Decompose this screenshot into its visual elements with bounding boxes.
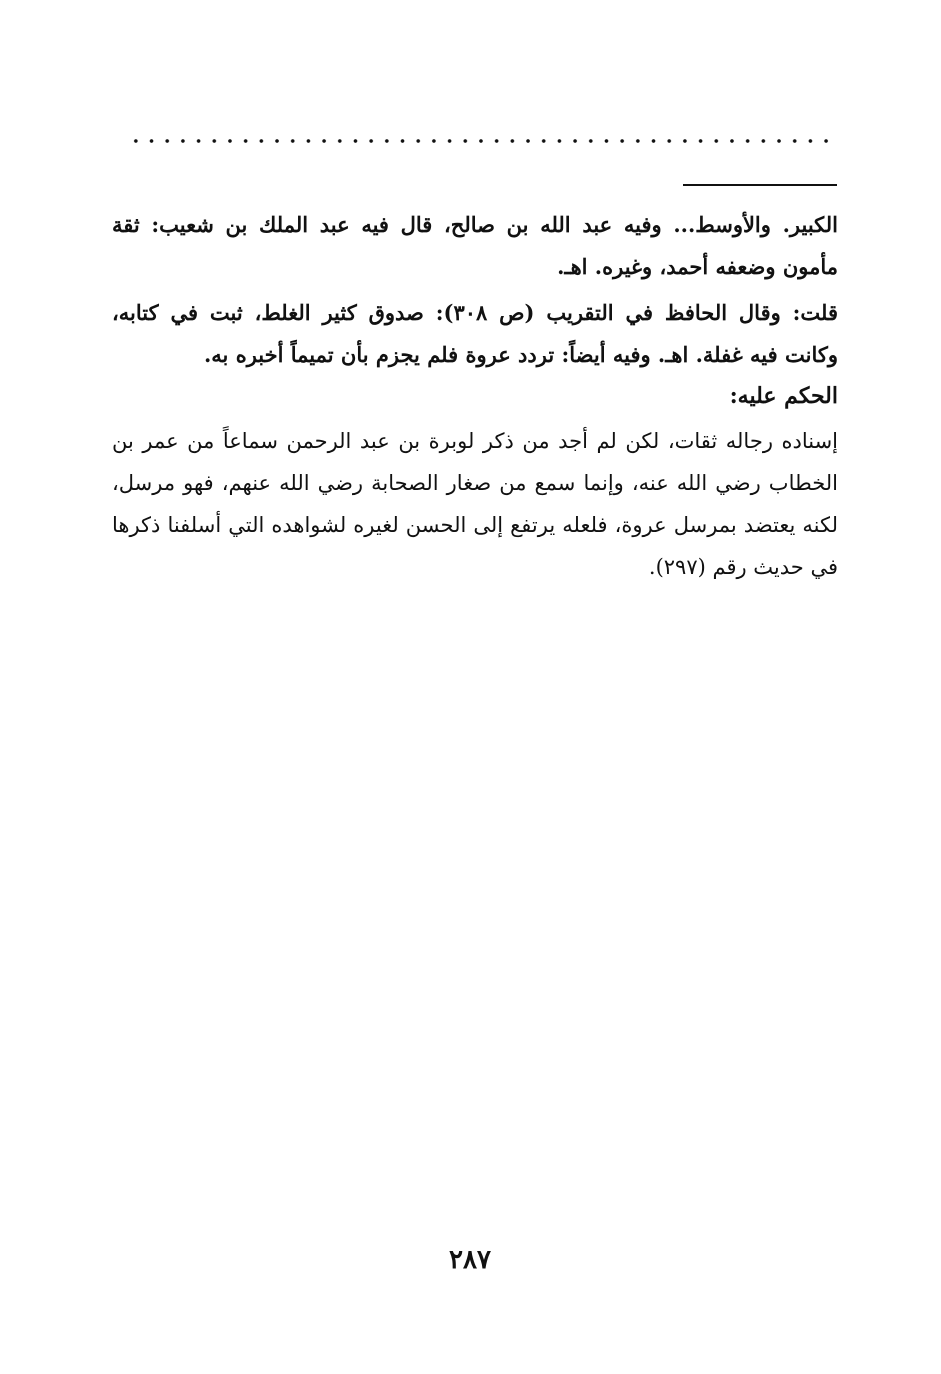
page-text	[112, 204, 838, 588]
ruling-paragraph: إسناده رجاله ثقات، لكن لم أجد من ذكر لوبرة بن عبد الرحمن سماعاً من عمر بن الخطاب رضي الله عنه، وإنما سمع من صغار الصحابة رضي الله عنهم، فهو مرسل، لكنه يعتضد بمرسل عروة، فلعله يرتفع إلى الحسن لغيره لشواهده التي أسلفنا ذكرها في حديث رقم (٢٩٧).	[112, 429, 838, 579]
footnote-paragraph-1: الكبير. والأوسط... وفيه عبد الله بن صالح، قال فيه عبد الملك بن شعيب: ثقة مأمون وضعفه أحمد، وغيره. اهـ.	[112, 212, 838, 279]
dotted-separator	[128, 136, 836, 146]
ruling-heading: الحكم عليه:	[729, 383, 838, 409]
footnote-paragraph-2: قلت: وقال الحافظ في التقريب (ص ٣٠٨): صدوق كثير الغلط، ثبت في كتابه، وكانت فيه غفلة. اهـ. وفيه أيضاً: تردد عروة فلم يجزم بأن تميماً أخبره به.	[112, 300, 838, 367]
footnote-rule	[683, 184, 837, 186]
page-number: ٢٨٧	[449, 1245, 491, 1275]
